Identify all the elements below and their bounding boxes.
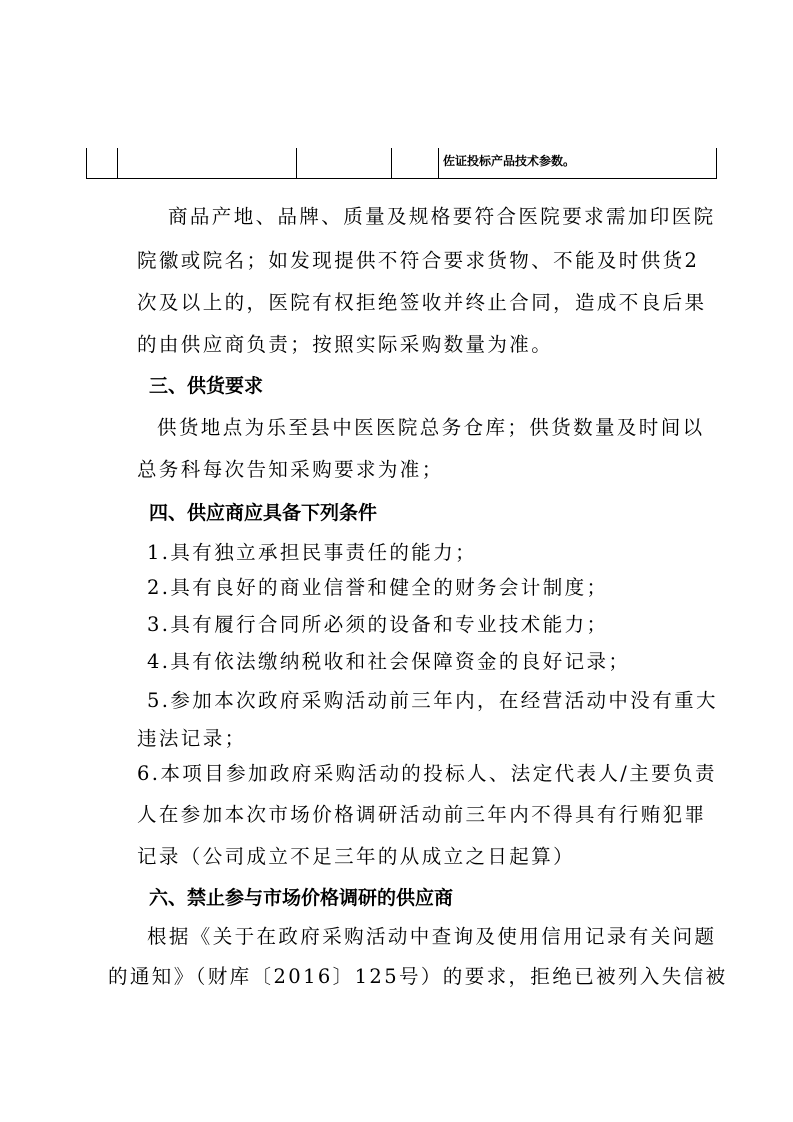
paragraph-line: 院徽或院名；如发现提供不符合要求货物、不能及时供货2: [137, 249, 700, 272]
list-item-continuation: 人在参加本次市场价格调研活动前三年内不得具有行贿犯罪: [137, 803, 707, 826]
paragraph-line: 总务科每次告知采购要求为准；: [137, 458, 444, 481]
table-border-left: [86, 148, 87, 178]
paragraph-line: 的通知》（财库〔2016〕125号）的要求，拒绝已被列入失信被: [108, 965, 728, 988]
section-heading: 三、供货要求: [149, 375, 264, 397]
list-item: 6.本项目参加政府采购活动的投标人、法定代表人/主要负责: [137, 762, 717, 785]
paragraph-line: 根据《关于在政府采购活动中查询及使用信用记录有关问题: [147, 925, 717, 948]
list-item: 3.具有履行合同所必须的设备和专业技术能力；: [147, 613, 609, 636]
table-fragment: [86, 148, 717, 179]
section-heading: 六、禁止参与市场价格调研的供应商: [149, 887, 454, 909]
list-item: 2.具有良好的商业信誉和健全的财务会计制度；: [147, 576, 609, 599]
table-column-divider: [438, 148, 439, 178]
table-border-right: [716, 148, 717, 178]
table-column-divider: [391, 148, 392, 178]
table-column-divider: [296, 148, 297, 178]
list-item: 5.参加本次政府采购活动前三年内，在经营活动中没有重大: [147, 689, 718, 712]
table-cell-text: 佐证投标产品技术参数。: [443, 154, 576, 168]
paragraph-line: 供货地点为乐至县中医医院总务仓库；供货数量及时间以: [157, 416, 705, 439]
list-item-continuation: 记录（公司成立不足三年的从成立之日起算）: [137, 845, 576, 868]
paragraph-line: 次及以上的，医院有权拒绝签收并终止合同，造成不良后果: [137, 291, 707, 314]
list-item: 1.具有独立承担民事责任的能力；: [147, 541, 478, 564]
table-column-divider: [117, 148, 118, 178]
paragraph-line: 的由供应商负责；按照实际采购数量为准。: [137, 333, 554, 356]
section-heading: 四、供应商应具备下列条件: [149, 502, 378, 524]
list-item: 4.具有依法缴纳税收和社会保障资金的良好记录；: [147, 650, 631, 673]
list-item-continuation: 违法记录；: [137, 727, 247, 750]
paragraph-line: 商品产地、品牌、质量及规格要符合医院要求需加印医院: [168, 205, 716, 228]
